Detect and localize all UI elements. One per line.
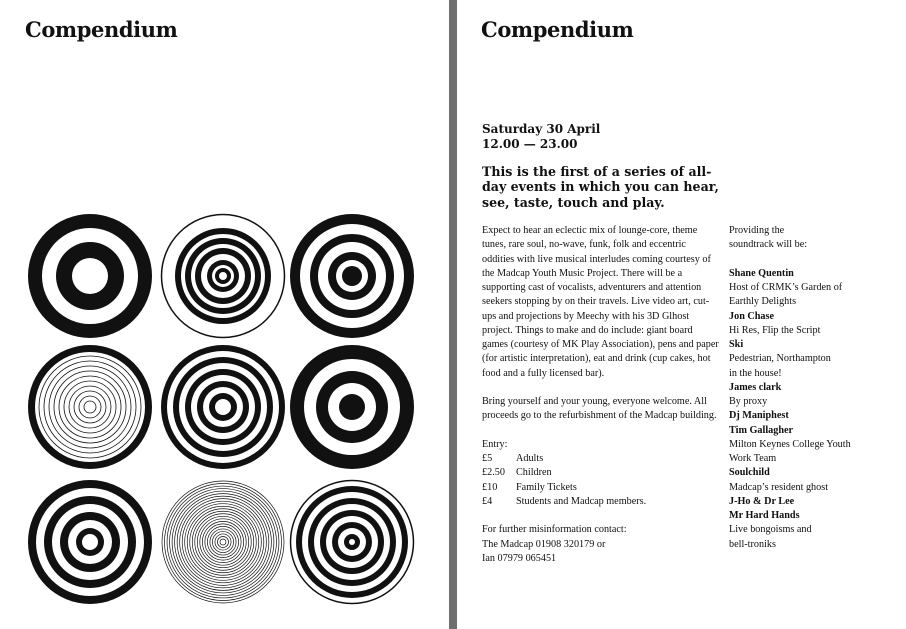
entry-price: £4 xyxy=(482,495,493,507)
target-5 xyxy=(161,345,285,469)
soundtrack-intro-1: Providing the xyxy=(729,225,785,236)
performer-name: Shane Quentin xyxy=(729,267,794,279)
soundtrack-intro-2: soundtrack will be: xyxy=(729,239,808,251)
entry-type: Students and Madcap members. xyxy=(516,495,647,507)
event-datetime xyxy=(482,122,600,152)
target-8 xyxy=(161,480,285,604)
target-3 xyxy=(290,214,414,338)
entry-type: Children xyxy=(516,467,552,479)
entry-price: £5 xyxy=(482,453,493,464)
right-page xyxy=(457,0,906,629)
body-paragraph-2: Bring yourself and your young, everyone welcome. All proceeds go to the refurbishment of the Madcap building. xyxy=(482,396,717,422)
soundtrack-column xyxy=(729,224,894,552)
entry-price-list xyxy=(482,452,720,509)
performer-description: Hi Res, Flip the Script xyxy=(729,324,821,336)
entry-type: Family Tickets xyxy=(516,481,577,493)
performer-name: Ski xyxy=(729,339,744,350)
performer-description: Live bongoisms and xyxy=(729,524,812,536)
performer-description: Host of CRMK’s Garden of xyxy=(729,282,843,293)
target-7 xyxy=(28,480,152,604)
entry-row xyxy=(482,452,720,466)
performer-description: By proxy xyxy=(729,396,768,407)
main-column xyxy=(482,224,720,566)
target-6 xyxy=(290,345,414,469)
entry-label: Entry: xyxy=(482,438,508,450)
body-paragraph-1: Expect to hear an eclectic mix of lounge-core, theme tunes, rare soul, no-wave, funk, folk and eccentric oddities with live musical interludes coming courtesy of the Madcap Youth Music Project. There will be a supporting cast of vocalists, adventurers and attention seekers stopping by on their travels. Live video art, cut-ups and projections by Meechy with his 3D Glhost project. Things to make and do include: giant board games (courtesy of MK Play Association), pens and paper (for artistic interpretation), eat and drink (cup cakes, hot food and a fully licensed bar). xyxy=(482,225,719,379)
target-9 xyxy=(291,481,414,604)
left-page xyxy=(0,0,449,629)
performer-description: Madcap’s resident ghost xyxy=(729,481,829,493)
brand-title-right: Compendium xyxy=(481,17,634,42)
target-2 xyxy=(162,215,285,338)
entry-price: £10 xyxy=(482,481,498,493)
entry-row xyxy=(482,495,720,509)
performer-name: Soulchild xyxy=(729,467,770,479)
event-headline: This is the first of a series of all-day events in which you can hear, see, taste, touch and play. xyxy=(482,164,719,210)
brand-title-left: Compendium xyxy=(25,17,178,42)
target-4 xyxy=(28,345,152,469)
performer-description: Pedestrian, Northampton xyxy=(729,353,831,365)
performer-name: Dj Maniphest xyxy=(729,410,789,422)
target-1 xyxy=(28,214,152,338)
entry-price: £2.50 xyxy=(482,467,505,479)
performer-name: Jon Chase xyxy=(729,310,775,322)
target-grid xyxy=(26,212,416,616)
performer-description: in the house! xyxy=(729,367,782,379)
page-spine xyxy=(449,0,457,629)
event-date: Saturday 30 April xyxy=(482,122,601,136)
performer-name: Tim Gallagher xyxy=(729,424,794,436)
performer-description: bell-troniks xyxy=(729,538,776,550)
entry-row xyxy=(482,466,720,480)
performer-name: Mr Hard Hands xyxy=(729,510,800,521)
event-time: 12.00 — 23.00 xyxy=(482,137,578,151)
contact-line-2: The Madcap 01908 320179 or xyxy=(482,538,606,550)
performer-description: Milton Keynes College Youth xyxy=(729,438,851,450)
performer-description: Work Team xyxy=(729,453,777,464)
contact-line-1: For further misinformation contact: xyxy=(482,524,627,536)
entry-type: Adults xyxy=(516,453,544,464)
performer-description: Earthly Delights xyxy=(729,296,797,308)
performer-name: J-Ho & Dr Lee xyxy=(729,495,795,507)
entry-row xyxy=(482,481,720,495)
performer-list xyxy=(729,267,894,552)
performer-name: James clark xyxy=(729,381,782,393)
contact-line-3: Ian 07979 065451 xyxy=(482,552,557,564)
